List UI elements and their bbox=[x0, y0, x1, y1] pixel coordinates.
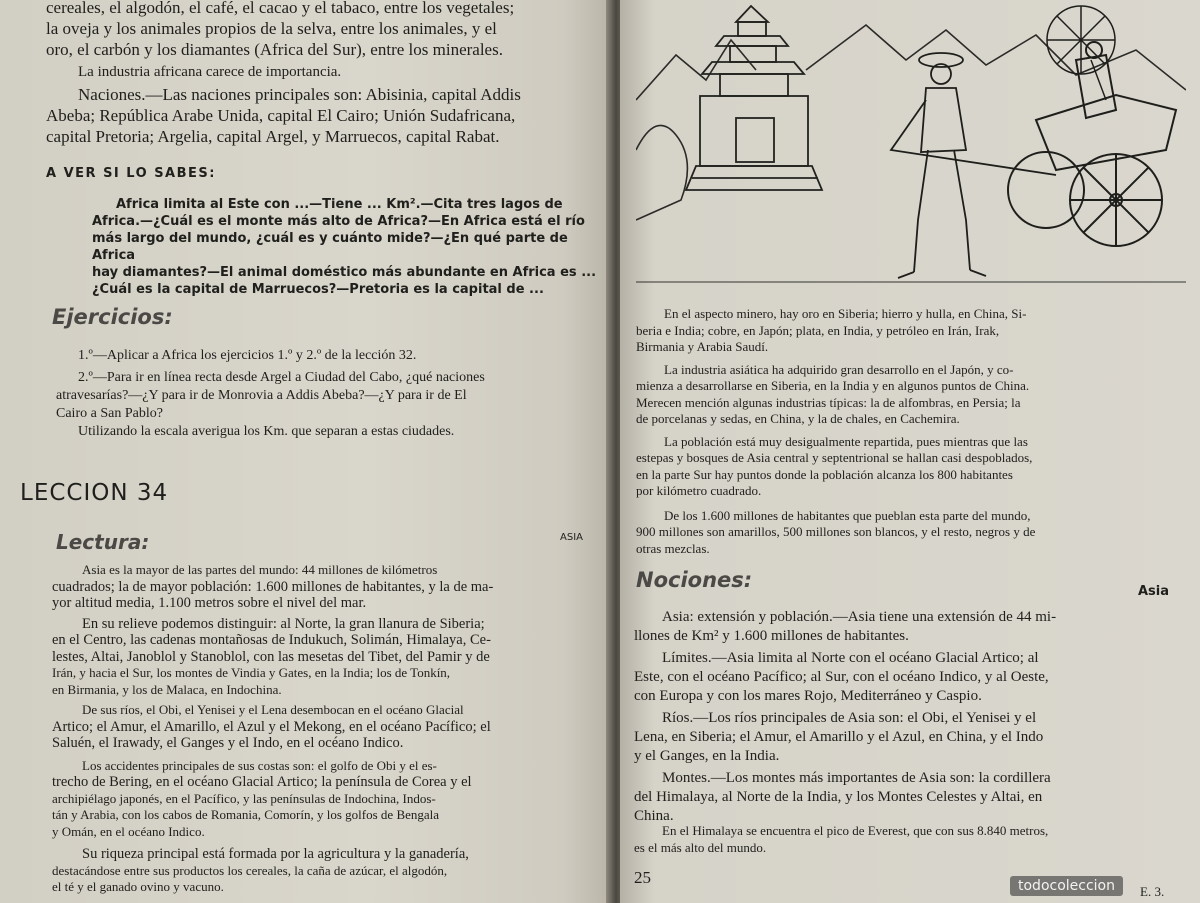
text-line: beria e India; cobre, en Japón; plata, en India, y petróleo en Irán, Irak, bbox=[636, 322, 1000, 338]
text-line: Saluén, el Irawady, el Ganges y el Indo, en el océano Indico. bbox=[52, 735, 404, 751]
text-line: destacándose entre sus productos los cereales, la caña de azúcar, el algodón, bbox=[52, 862, 448, 878]
text-line: Montes.—Los montes más importantes de Asia son: la cordillera bbox=[662, 770, 1051, 786]
rickshaw-puller-figure bbox=[891, 53, 1056, 278]
asia-section-tag: ASIA bbox=[560, 532, 583, 543]
text-line: Africa limita al Este con ...—Tiene ... Km².—Cita tres lagos de bbox=[116, 197, 563, 212]
right-page bbox=[620, 0, 1200, 903]
text-line: Merecen mención algunas industrias típicas: la de alfombras, en Persia; la bbox=[636, 394, 1021, 410]
footer-code: E. 3. bbox=[1140, 884, 1165, 899]
nocion-montes bbox=[634, 769, 1188, 826]
watermark: todocoleccion bbox=[1010, 876, 1123, 896]
text-line: China. bbox=[634, 808, 674, 824]
text-line: Ríos.—Los ríos principales de Asia son: el Obi, el Yenisei y el bbox=[662, 710, 1037, 726]
text-line: De sus ríos, el Obi, el Yenisei y el Lena desembocan en el océano Glacial bbox=[82, 702, 464, 717]
nocion-extension bbox=[634, 608, 1188, 646]
nocion-rios bbox=[634, 709, 1188, 766]
nociones-heading: Nociones: bbox=[636, 568, 753, 592]
text-line: la oveja y los animales propios de la selva, entre los animales, y el bbox=[46, 19, 497, 38]
naciones-paragraph bbox=[46, 84, 612, 147]
text-line: Su riqueza principal está formada por la agricultura y la ganadería, bbox=[82, 846, 469, 862]
lectura-paragraph bbox=[52, 758, 612, 841]
pagoda-rickshaw-illustration bbox=[636, 0, 1186, 292]
pagoda-icon bbox=[686, 6, 822, 190]
text-line: yor altitud media, 1.100 metros sobre el nivel del mar. bbox=[52, 595, 367, 611]
page-number: 25 bbox=[634, 868, 651, 887]
text-line: archipiélago japonés, en el Pacífico, y las penínsulas de Indochina, Indos- bbox=[52, 790, 436, 806]
text-line: es el más alto del mundo. bbox=[634, 840, 767, 855]
lectura-paragraph bbox=[52, 616, 612, 699]
text-line: De los 1.600 millones de habitantes que pueblan esta parte del mundo, bbox=[664, 507, 1031, 523]
text-line: ¿Cuál es la capital de Marruecos?—Pretoria es la capital de ... bbox=[92, 282, 544, 297]
text-line: En el aspecto minero, hay oro en Siberia; hierro y hulla, en China, Si- bbox=[664, 306, 1027, 321]
tree-outline bbox=[636, 125, 687, 220]
text-line: estepas y bosques de Asia central y septentrional se hallan casi despoblados, bbox=[636, 450, 1033, 465]
text-line: con Europa y con los mares Rojo, Mediterráneo y Caspio. bbox=[634, 688, 982, 704]
asia-paragraph bbox=[636, 306, 1190, 356]
text-line: lestes, Altai, Janoblol y Stanoblol, con las mesetas del Tibet, del Pamir y de bbox=[52, 648, 490, 665]
lectura-text bbox=[52, 562, 612, 896]
lectura-heading: Lectura: bbox=[56, 530, 150, 554]
nociones-text bbox=[634, 608, 1188, 826]
text-line: trecho de Bering, en el océano Glacial Artico; la península de Corea y el bbox=[52, 774, 472, 790]
text-line: Este, con el océano Pacífico; al Sur, con el océano Indico, y al Oeste, bbox=[634, 669, 1049, 685]
lectura-paragraph bbox=[52, 562, 612, 612]
text-line: y Omán, en el océano Indico. bbox=[52, 823, 205, 839]
everest-note bbox=[634, 822, 1188, 856]
lectura-paragraph bbox=[52, 702, 612, 752]
text-line: hay diamantes?—El animal doméstico más abundante en Africa es ... bbox=[92, 265, 597, 280]
text-line: La población está muy desigualmente repartida, pues mientras que las bbox=[664, 433, 1028, 449]
text-line: cuadrados; la de mayor población: 1.600 millones de habitantes, y la de ma- bbox=[52, 578, 494, 595]
lectura-paragraph bbox=[52, 846, 612, 896]
ver-si-lo-sabes-heading: A VER SI LO SABES: bbox=[46, 166, 216, 181]
text-line: Límites.—Asia limita al Norte con el océano Glacial Artico; al bbox=[662, 650, 1039, 666]
mountain-outline bbox=[806, 25, 1186, 90]
ejercicio-1: 1.º—Aplicar a Africa los ejercicios 1.º y 2.º de la lección 32. bbox=[78, 348, 417, 363]
ejercicios-heading: Ejercicios: bbox=[52, 305, 173, 329]
text-line: Irán, y hacia el Sur, los montes de Vindia y Gates, en la India; los de Tonkín, bbox=[52, 665, 451, 680]
text-line: Asia es la mayor de las partes del mundo: 44 millones de kilómetros bbox=[82, 562, 438, 577]
text-line: Africa.—¿Cuál es el monte más alto de Africa?—En Africa está el río bbox=[92, 214, 585, 229]
intro-paragraph bbox=[46, 0, 612, 60]
text-line: más largo del mundo, ¿cuál es y cuánto mide?—¿En qué parte de Africa bbox=[92, 231, 568, 263]
text-line: oro, el carbón y los diamantes (Africa del Sur), entre los minerales. bbox=[46, 40, 503, 59]
text-line: tán y Arabia, con los cabos de Romania, Comorín, y los golfos de Bengala bbox=[52, 807, 440, 822]
text-line: Los accidentes principales de sus costas son: el golfo de Obi y el es- bbox=[82, 757, 437, 773]
asia-paragraph bbox=[636, 362, 1190, 428]
text-line: otras mezclas. bbox=[636, 540, 710, 556]
text-line: en la parte Sur hay puntos donde la población alcanza los 800 habitantes bbox=[636, 466, 1013, 482]
mountain-outline bbox=[636, 40, 756, 100]
asia-paragraph bbox=[636, 508, 1190, 558]
text-line: Naciones.—Las naciones principales son: Abisinia, capital Addis bbox=[78, 85, 521, 104]
text-line: Abeba; República Arabe Unida, capital El Cairo; Unión Sudafricana, bbox=[46, 106, 516, 125]
ejercicio-3: Utilizando la escala averigua los Km. que separan a estas ciudades. bbox=[78, 424, 455, 439]
text-line: Artico; el Amur, el Amarillo, el Azul y el Mekong, en el océano Pacífico; el bbox=[52, 718, 491, 735]
industria-line: La industria africana carece de importancia. bbox=[78, 64, 342, 80]
text-line: de porcelanas y sedas, en China, y la de chales, en Cachemira. bbox=[636, 411, 960, 426]
text-line: capital Pretoria; Argelia, capital Argel, y Marruecos, capital Rabat. bbox=[46, 127, 500, 146]
asia-text-continued bbox=[636, 306, 1190, 557]
leccion-title: LECCION 34 bbox=[20, 480, 169, 506]
text-line: Cairo a San Pablo? bbox=[56, 406, 163, 421]
text-line: Asia: extensión y población.—Asia tiene una extensión de 44 mi- bbox=[662, 609, 1057, 625]
text-line: La industria asiática ha adquirido gran desarrollo en el Japón, y co- bbox=[664, 361, 1014, 377]
nocion-limites bbox=[634, 649, 1188, 706]
text-line: atravesarías?—¿Y para ir de Monrovia a Addis Abeba?—¿Y para ir de El bbox=[56, 388, 467, 403]
text-line: 900 millones son amarillos, 500 millones son blancos, y el resto, negros y de bbox=[636, 524, 1036, 539]
text-line: 2.º—Para ir en línea recta desde Argel a Ciudad del Cabo, ¿qué naciones bbox=[78, 370, 485, 385]
text-line: Birmania y Arabia Saudí. bbox=[636, 339, 769, 354]
asia-section-tag: Asia bbox=[1138, 584, 1170, 599]
text-line: mienza a desarrollarse en Siberia, en la India y en algunos puntos de China. bbox=[636, 378, 1030, 393]
text-line: en el Centro, las cadenas montañosas de Indukuch, Solimán, Himalaya, Ce- bbox=[52, 632, 491, 648]
ver-si-lo-sabes-questions bbox=[92, 196, 612, 298]
text-line: llones de Km² y 1.600 millones de habitantes. bbox=[634, 628, 909, 644]
asia-paragraph bbox=[636, 434, 1190, 500]
text-line: En su relieve podemos distinguir: al Norte, la gran llanura de Siberia; bbox=[82, 615, 485, 632]
text-line: el té y el ganado ovino y vacuno. bbox=[52, 879, 224, 894]
text-line: y el Ganges, en la India. bbox=[634, 748, 780, 764]
text-line: del Himalaya, al Norte de la India, y los Montes Celestes y Altai, en bbox=[634, 789, 1043, 805]
ejercicio-2 bbox=[56, 369, 612, 423]
text-line: cereales, el algodón, el café, el cacao y el tabaco, entre los vegetales; bbox=[46, 0, 515, 17]
text-line: por kilómetro cuadrado. bbox=[636, 483, 762, 498]
text-line: Lena, en Siberia; el Amur, el Amarillo y el Azul, en China, y el Indo bbox=[634, 729, 1044, 745]
text-line: En el Himalaya se encuentra el pico de Everest, que con sus 8.840 metros, bbox=[662, 823, 1049, 838]
text-line: en Birmania, y los de Malaca, en Indochina. bbox=[52, 681, 282, 697]
